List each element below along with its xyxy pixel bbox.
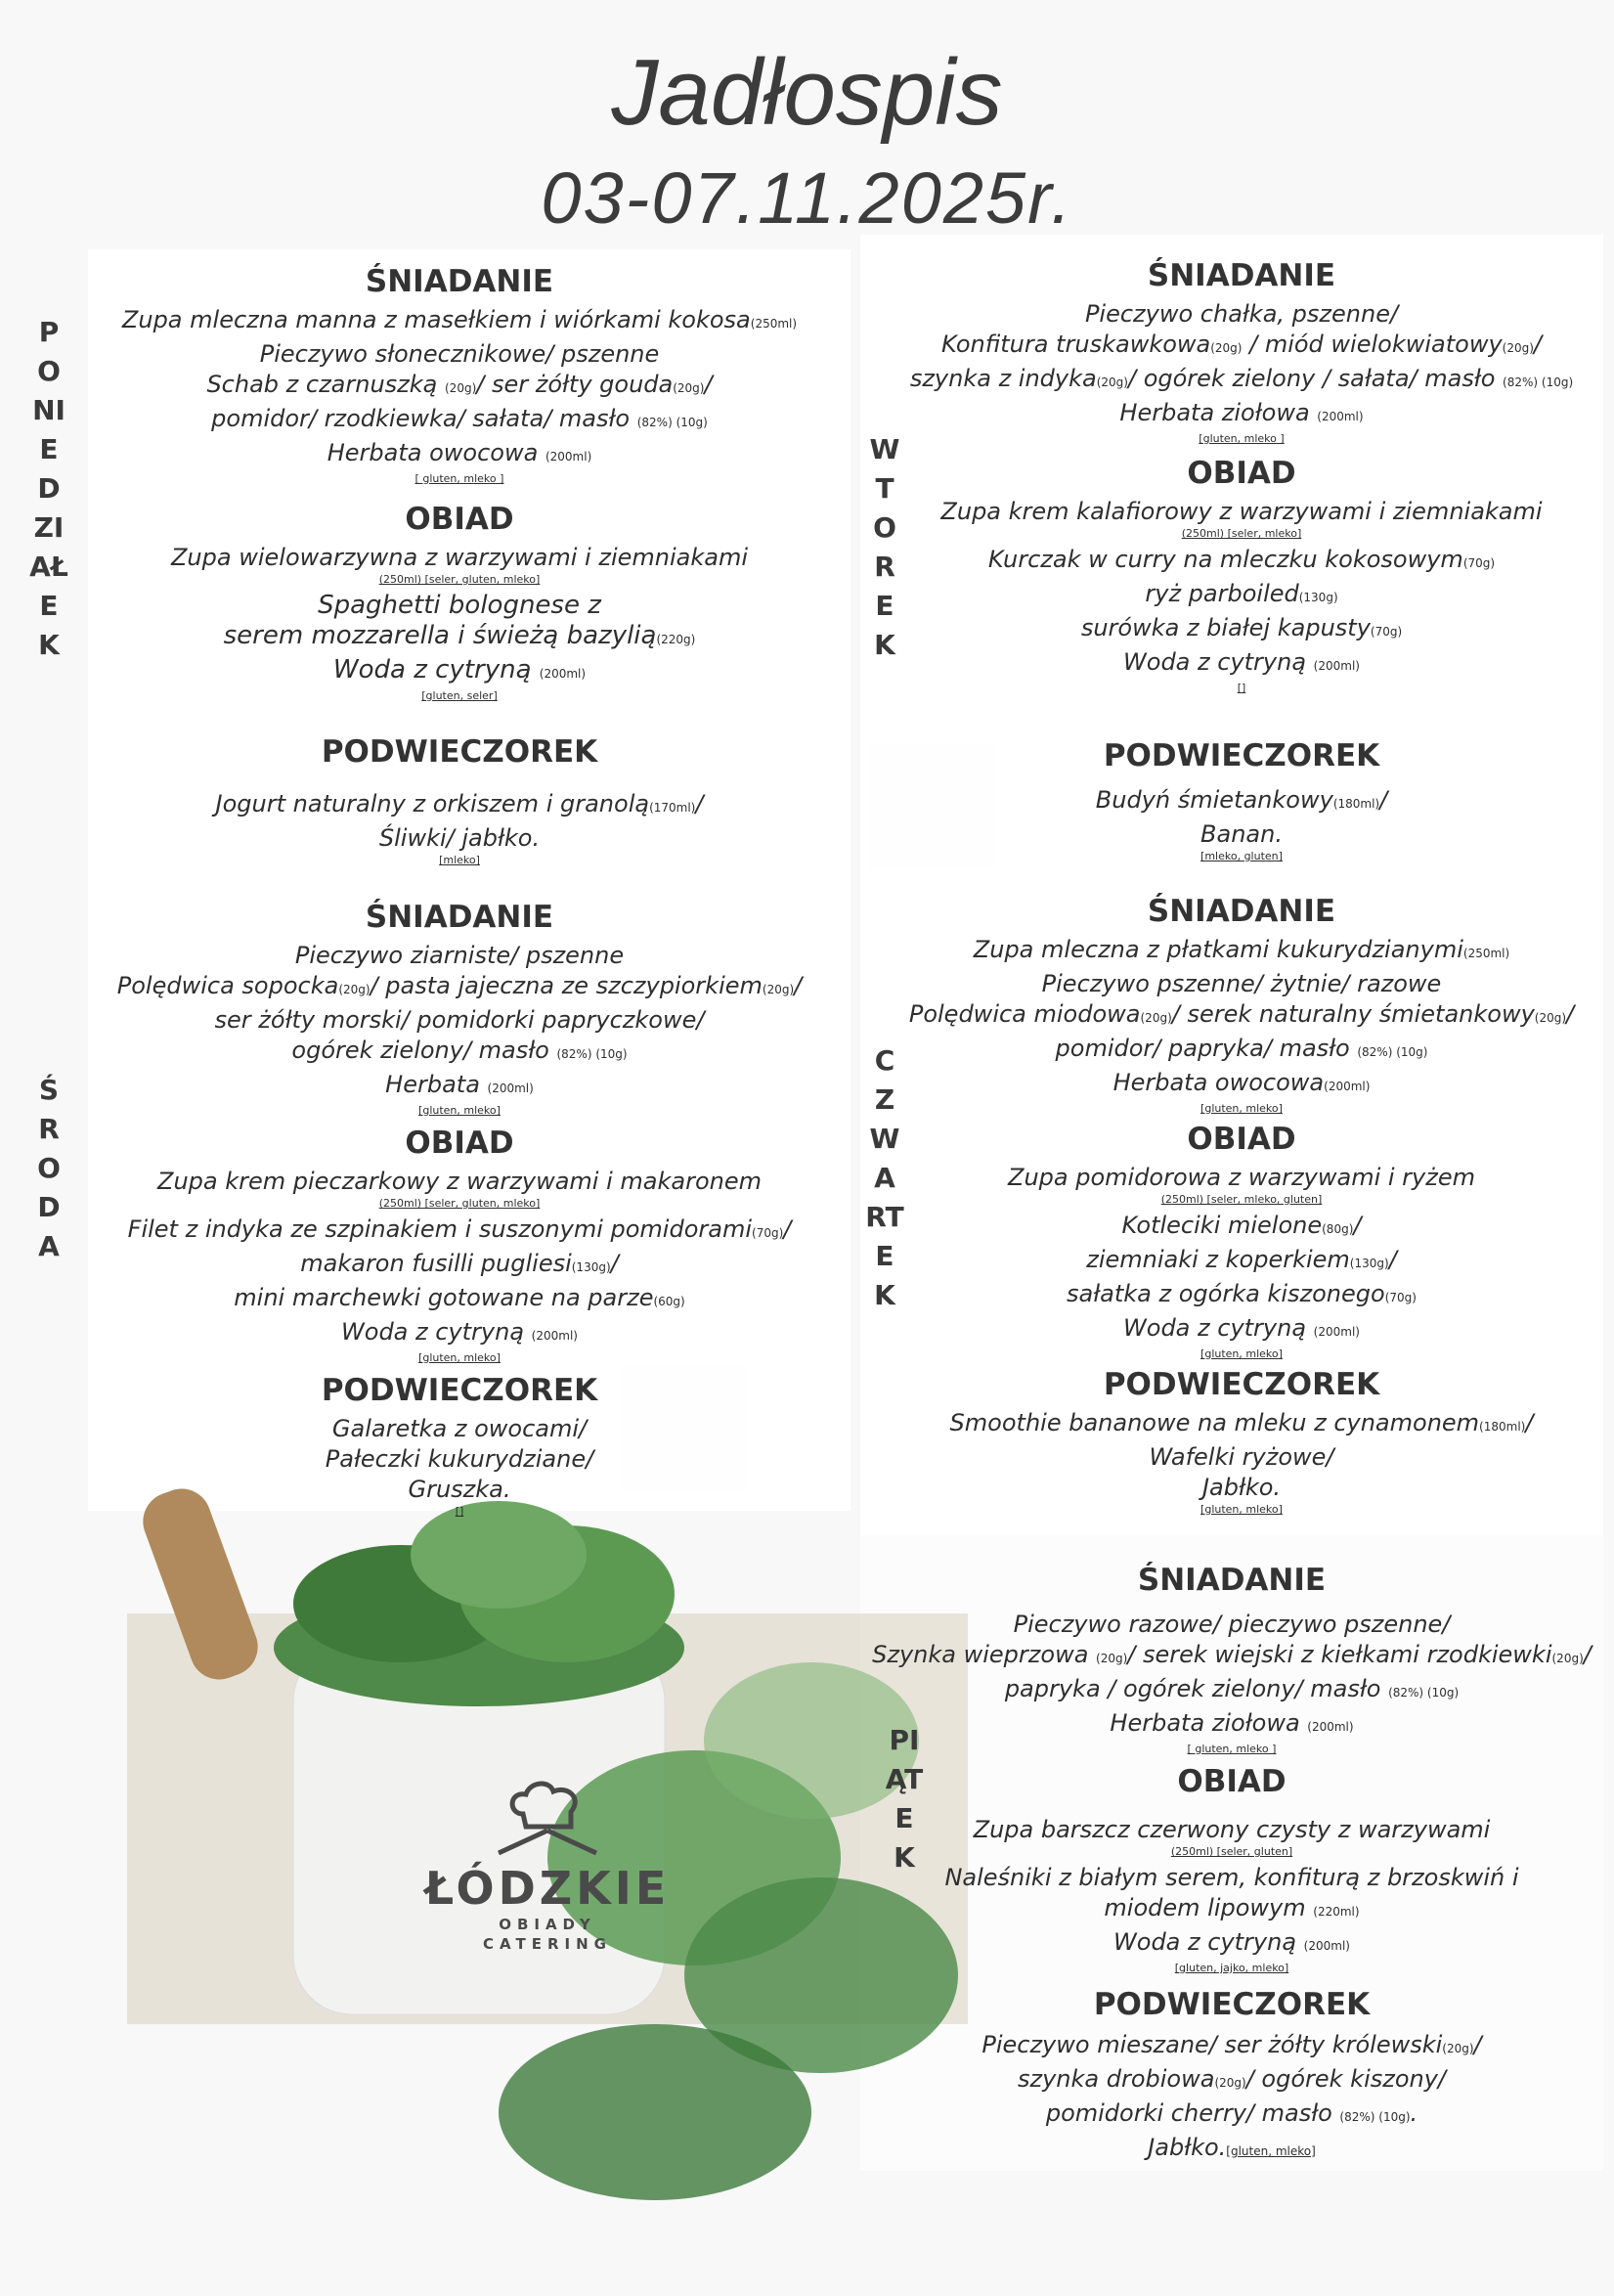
menu-text: (20g) (1551, 1652, 1584, 1665)
menu-text: . (1410, 2099, 1418, 2127)
menu-text: pomidor/ papryka/ masło (1055, 1035, 1358, 1062)
menu-text: (200ml) (545, 450, 592, 464)
tuesday-snack-heading: PODWIECZOREK (1103, 738, 1380, 773)
menu-text: / serek naturalny śmietankowy (1171, 1000, 1535, 1028)
menu-item (880, 613, 1603, 647)
day-label-thursday: CZWARTEK (865, 1044, 904, 1311)
menu-text: Woda z cytryną (1113, 1928, 1304, 1956)
menu-item (860, 1893, 1603, 1927)
menu-text: (20g) (1096, 1652, 1128, 1665)
menu-item (880, 1068, 1603, 1102)
menu-text: ziemniaki z koperkiem (1086, 1246, 1350, 1273)
menu-text: (20g) (1140, 1011, 1172, 1025)
menu-item (880, 999, 1603, 1034)
menu-text: Zupa krem pieczarkowy z warzywami i makaronem (157, 1168, 762, 1195)
allergens: [ gluten, mleko ] (1187, 1743, 1277, 1755)
menu-item (860, 1708, 1603, 1743)
menu-text: (20g) (1502, 341, 1534, 355)
menu-text: (82%) (10g) (636, 416, 708, 429)
menu-text: (180ml) (1332, 797, 1380, 811)
menu-text: / ogórek zielony / sałata/ masło (1127, 365, 1504, 392)
menu-text: (200ml) (487, 1082, 534, 1095)
menu-text: Zupa mleczna z płatkami kukurydzianymi (973, 936, 1463, 963)
logo-sub-1: OBIADY (499, 1916, 596, 1933)
tuesday-breakfast-heading: ŚNIADANIE (1147, 258, 1336, 293)
menu-text: Herbata ziołowa (1119, 399, 1318, 426)
wednesday-menu (78, 898, 841, 1523)
menu-text: Gruszka. (408, 1476, 511, 1503)
menu-text: (70g) (1462, 556, 1496, 570)
menu-text: (200ml) (1303, 1939, 1350, 1953)
menu-text: Woda z cytryną (332, 655, 540, 684)
menu-text: Śliwki/ jabłko. (378, 824, 541, 852)
menu-text: Jogurt naturalny z orkiszem i granolą (215, 790, 650, 817)
menu-text: / (1583, 1641, 1592, 1668)
menu-item (880, 1163, 1603, 1193)
menu-text: Galaretka z owocami/ (331, 1415, 588, 1442)
menu-text: (220ml) (1313, 1905, 1360, 1919)
thursday-breakfast-heading: ŚNIADANIE (1147, 894, 1336, 929)
menu-text: (82%) (10g) (1503, 375, 1574, 389)
monday-breakfast-heading: ŚNIADANIE (365, 264, 554, 299)
menu-text: (200ml) (539, 667, 587, 681)
menu-text: / pasta jajeczna ze szczypiorkiem (370, 972, 763, 999)
menu-text: Naleśniki z białym serem, konfiturą z brzoskwiń i (944, 1864, 1519, 1891)
menu-item (78, 1283, 841, 1317)
menu-text: / (1379, 786, 1388, 814)
menu-text: Pieczywo razowe/ pieczywo pszenne/ (1013, 1611, 1451, 1638)
menu-text: (20g) (1096, 375, 1128, 389)
menu-item (78, 404, 841, 438)
menu-text: (20g) (1210, 341, 1243, 355)
chef-hat-icon (489, 1780, 606, 1858)
menu-text: Zupa wielowarzywna z warzywami i ziemniakami (170, 544, 748, 571)
allergens: [ gluten, mleko ] (414, 472, 504, 485)
menu-text: Filet z indyka ze szpinakiem i suszonymi pomidorami (127, 1215, 753, 1243)
menu-item (860, 1610, 1603, 1640)
menu-text: pomidorki cherry/ masło (1045, 2099, 1340, 2127)
allergens: [gluten, mleko ] (1199, 432, 1285, 445)
menu-text: Zupa barszcz czerwony czysty z warzywami (973, 1816, 1491, 1843)
menu-text: (82%) (10g) (556, 1047, 628, 1061)
menu-item (880, 1408, 1603, 1442)
menu-text: / (704, 371, 713, 398)
menu-text: (20g) (445, 381, 477, 395)
menu-text: / miód wielokwiatowy (1242, 331, 1503, 358)
menu-text: sałatka z ogórka kiszonego (1067, 1280, 1385, 1307)
menu-text: Woda z cytryną (341, 1318, 532, 1346)
menu-text: / (1533, 331, 1543, 358)
menu-text: Kotleciki mielone (1121, 1212, 1323, 1239)
allergens: [gluten, mleko] (1200, 1347, 1283, 1360)
menu-item (860, 1863, 1603, 1893)
menu-text: Pałeczki kukurydziane/ (325, 1445, 594, 1473)
page-date: 03-07.11.2025r. (541, 157, 1073, 239)
menu-item (880, 299, 1603, 330)
menu-item (880, 545, 1603, 579)
allergens: [gluten, jajko, mleko] (1174, 1962, 1289, 1974)
day-label-monday: PONIEDZIAŁEK (29, 316, 68, 661)
menu-item (860, 1674, 1603, 1708)
menu-item (78, 621, 841, 655)
menu-text: Zupa mleczna manna z masełkiem i wiórkami kokosa (121, 306, 751, 333)
menu-text: Pieczywo chałka, pszenne/ (1084, 300, 1399, 328)
menu-item (880, 497, 1603, 527)
menu-text: Herbata owocowa (1112, 1069, 1325, 1096)
menu-text: (130g) (1349, 1257, 1389, 1270)
friday-menu (860, 1561, 1603, 2167)
menu-item (880, 647, 1603, 682)
menu-item (78, 655, 841, 689)
menu-text: (130g) (571, 1260, 611, 1274)
allergens: [mleko, gluten] (1200, 850, 1283, 862)
menu-text: / serek wiejski z kiełkami rzodkiewki (1127, 1641, 1552, 1668)
allergens: [gluten, seler] (421, 689, 498, 702)
menu-text: / (610, 1250, 619, 1277)
menu-text: Schab z czarnuszką (206, 371, 445, 398)
page-title: Jadłospis (611, 40, 1003, 145)
menu-item (880, 1313, 1603, 1347)
menu-text: pomidor/ rzodkiewka/ sałata/ masło (211, 405, 637, 432)
menu-text: Wafelki ryżowe/ (1149, 1443, 1334, 1471)
thursday-snack-heading: PODWIECZOREK (1103, 1367, 1380, 1402)
menu-item (78, 1214, 841, 1249)
menu-item (78, 1475, 841, 1505)
menu-text: (20g) (1534, 1011, 1567, 1025)
menu-text: surówka z białej kapusty (1080, 614, 1371, 641)
monday-menu (78, 262, 841, 871)
menu-item (78, 543, 841, 573)
menu-text: (82%) (10g) (1388, 1686, 1460, 1700)
menu-text: (70g) (1370, 625, 1403, 639)
menu-item (78, 1444, 841, 1475)
menu-item (880, 969, 1603, 999)
menu-text: Herbata (385, 1071, 488, 1098)
menu-text: (60g) (653, 1295, 685, 1308)
menu-item (860, 1927, 1603, 1962)
day-label-friday: PIĄTEK (885, 1724, 924, 1874)
allergens: (250ml) [seler, gluten, mleko] (378, 573, 541, 586)
menu-text: (70g) (752, 1226, 784, 1240)
menu-text: ryż parboiled (1145, 580, 1299, 607)
allergens: [] (1237, 682, 1246, 694)
menu-text: Pieczywo słonecznikowe/ pszenne (259, 340, 660, 368)
menu-text: Herbata ziołowa (1110, 1709, 1308, 1737)
menu-text: Budyń śmietankowy (1095, 786, 1333, 814)
menu-text: (20g) (338, 983, 371, 996)
monday-snack-heading: PODWIECZOREK (321, 734, 598, 770)
menu-text: (82%) (10g) (1357, 1045, 1428, 1059)
menu-text: Polędwica sopocka (116, 972, 339, 999)
menu-text: (250ml) (1462, 947, 1510, 960)
day-label-wednesday: ŚRODA (37, 1074, 61, 1262)
allergens: (250ml) [seler, mleko, gluten] (1160, 1193, 1323, 1206)
menu-text: (20g) (762, 983, 795, 996)
menu-text: (170ml) (649, 801, 696, 815)
menu-item (78, 1005, 841, 1036)
logo-brand: ŁÓDZKIE (424, 1862, 671, 1915)
menu-text: Jabłko. (1201, 1474, 1282, 1501)
menu-item (880, 330, 1603, 364)
menu-item (78, 591, 841, 621)
menu-text: ser żółty morski/ pomidorki papryczkowe/ (214, 1006, 705, 1034)
menu-text: / (1353, 1212, 1362, 1239)
menu-text: Polędwica miodowa (908, 1000, 1141, 1028)
allergens: [gluten, mleko] (418, 1104, 501, 1117)
menu-text: makaron fusilli pugliesi (300, 1250, 572, 1277)
menu-text: Jabłko. (1148, 2134, 1227, 2161)
menu-text: / (1388, 1246, 1397, 1273)
menu-text: szynka z indyka (909, 365, 1097, 392)
menu-item (880, 819, 1603, 850)
allergens: (250ml) [seler, gluten] (1170, 1845, 1293, 1858)
menu-item (880, 398, 1603, 432)
menu-text: Konfitura truskawkowa (940, 331, 1211, 358)
menu-text: Kurczak w curry na mleczku kokosowym (987, 546, 1463, 573)
menu-item (860, 2030, 1603, 2064)
menu-text: (200ml) (1313, 1325, 1360, 1339)
wednesday-lunch-heading: OBIAD (405, 1126, 514, 1161)
tuesday-lunch-heading: OBIAD (1187, 456, 1296, 491)
thursday-menu (880, 892, 1603, 1521)
menu-text: (20g) (673, 381, 705, 395)
menu-text: Zupa krem kalafiorowy z warzywami i ziemniakami (940, 498, 1543, 525)
menu-item (880, 364, 1603, 398)
friday-snack-heading: PODWIECZOREK (1093, 1987, 1371, 2022)
allergens: [gluten, mleko] (1200, 1102, 1283, 1115)
menu-text: Woda z cytryną (1123, 1314, 1314, 1342)
menu-item (78, 438, 841, 472)
menu-text: (200ml) (1317, 410, 1364, 423)
menu-item (860, 2133, 1603, 2167)
menu-item (78, 1249, 841, 1283)
allergens: [gluten, mleko] (418, 1351, 501, 1364)
day-label-tuesday: WTOREK (869, 433, 900, 661)
menu-text: papryka / ogórek zielony/ masło (1004, 1675, 1389, 1702)
menu-item (78, 789, 841, 823)
menu-text: (200ml) (1324, 1080, 1371, 1093)
menu-text: (82%) (10g) (1339, 2110, 1411, 2124)
menu-item (78, 305, 841, 339)
menu-item (880, 1211, 1603, 1245)
menu-item (880, 1473, 1603, 1503)
menu-text: Smoothie bananowe na mleku z cynamonem (949, 1409, 1480, 1436)
menu-text: / (783, 1215, 792, 1243)
menu-item (880, 1279, 1603, 1313)
menu-text: Zupa pomidorowa z warzywami i ryżem (1008, 1164, 1475, 1191)
menu-text: Herbata owocowa (327, 439, 545, 466)
menu-text: / ser żółty gouda (476, 371, 674, 398)
menu-item (880, 785, 1603, 819)
menu-item (860, 1640, 1603, 1674)
menu-item (78, 1070, 841, 1104)
menu-text: [gluten, mleko] (1226, 2144, 1316, 2158)
menu-item (78, 971, 841, 1005)
menu-text: ogórek zielony/ masło (291, 1037, 557, 1064)
menu-text: (80g) (1322, 1222, 1354, 1236)
menu-text: mini marchewki gotowane na parze (234, 1284, 654, 1311)
menu-text: / (695, 790, 704, 817)
tuesday-menu (880, 256, 1603, 867)
menu-text: (70g) (1384, 1291, 1417, 1304)
menu-item (860, 2098, 1603, 2133)
allergens: (250ml) [seler, gluten, mleko] (378, 1197, 541, 1210)
menu-text: / ogórek kiszony/ (1245, 2065, 1447, 2093)
allergens: (250ml) [seler, mleko] (1181, 527, 1302, 540)
menu-text: Spaghetti bolognese z (318, 591, 601, 620)
menu-text: / (1525, 1409, 1534, 1436)
menu-text: / (1473, 2031, 1482, 2058)
company-logo (406, 1780, 689, 1954)
logo-sub-2: CATERING (483, 1935, 612, 1953)
menu-item (880, 579, 1603, 613)
menu-text: (180ml) (1479, 1420, 1526, 1434)
menu-text: (200ml) (531, 1329, 578, 1343)
menu-text: (220g) (656, 633, 696, 646)
menu-item (78, 941, 841, 971)
menu-text: szynka drobiowa (1017, 2065, 1215, 2093)
menu-text: Banan. (1200, 820, 1283, 848)
menu-text: / (794, 972, 803, 999)
menu-text: Pieczywo ziarniste/ pszenne (294, 942, 625, 969)
menu-text: Pieczywo pszenne/ żytnie/ razowe (1041, 970, 1442, 997)
menu-text: (250ml) (750, 317, 798, 331)
menu-text: Woda z cytryną (1123, 648, 1314, 676)
menu-text: (130g) (1298, 591, 1338, 604)
menu-item (78, 1414, 841, 1444)
friday-lunch-heading: OBIAD (1177, 1764, 1287, 1799)
menu-item (880, 1442, 1603, 1473)
menu-item (78, 1317, 841, 1351)
menu-text: miodem lipowym (1104, 1894, 1314, 1921)
menu-text: (20g) (1442, 2042, 1474, 2055)
menu-text: (200ml) (1313, 659, 1360, 673)
menu-item (78, 823, 841, 854)
menu-item (860, 1815, 1603, 1845)
menu-item (78, 1036, 841, 1070)
allergens: [mleko] (439, 854, 480, 866)
wednesday-breakfast-heading: ŚNIADANIE (365, 900, 554, 935)
wednesday-snack-heading: PODWIECZOREK (321, 1373, 598, 1408)
menu-text: Szynka wieprzowa (872, 1641, 1097, 1668)
menu-text: serem mozzarella i świeżą bazylią (223, 621, 657, 650)
menu-item (78, 1167, 841, 1197)
monday-lunch-heading: OBIAD (405, 502, 514, 537)
menu-item (860, 2064, 1603, 2098)
thursday-lunch-heading: OBIAD (1187, 1122, 1296, 1157)
menu-text: / (1566, 1000, 1575, 1028)
menu-item (880, 935, 1603, 969)
menu-item (78, 339, 841, 370)
menu-text: (200ml) (1307, 1720, 1354, 1734)
allergens: [] (455, 1505, 464, 1518)
menu-item (880, 1245, 1603, 1279)
menu-text: Pieczywo mieszane/ ser żółty królewski (981, 2031, 1443, 2058)
allergens: [gluten, mleko] (1200, 1503, 1283, 1516)
menu-text: (20g) (1214, 2076, 1246, 2090)
menu-item (78, 370, 841, 404)
friday-breakfast-heading: ŚNIADANIE (1137, 1563, 1327, 1598)
menu-item (880, 1034, 1603, 1068)
